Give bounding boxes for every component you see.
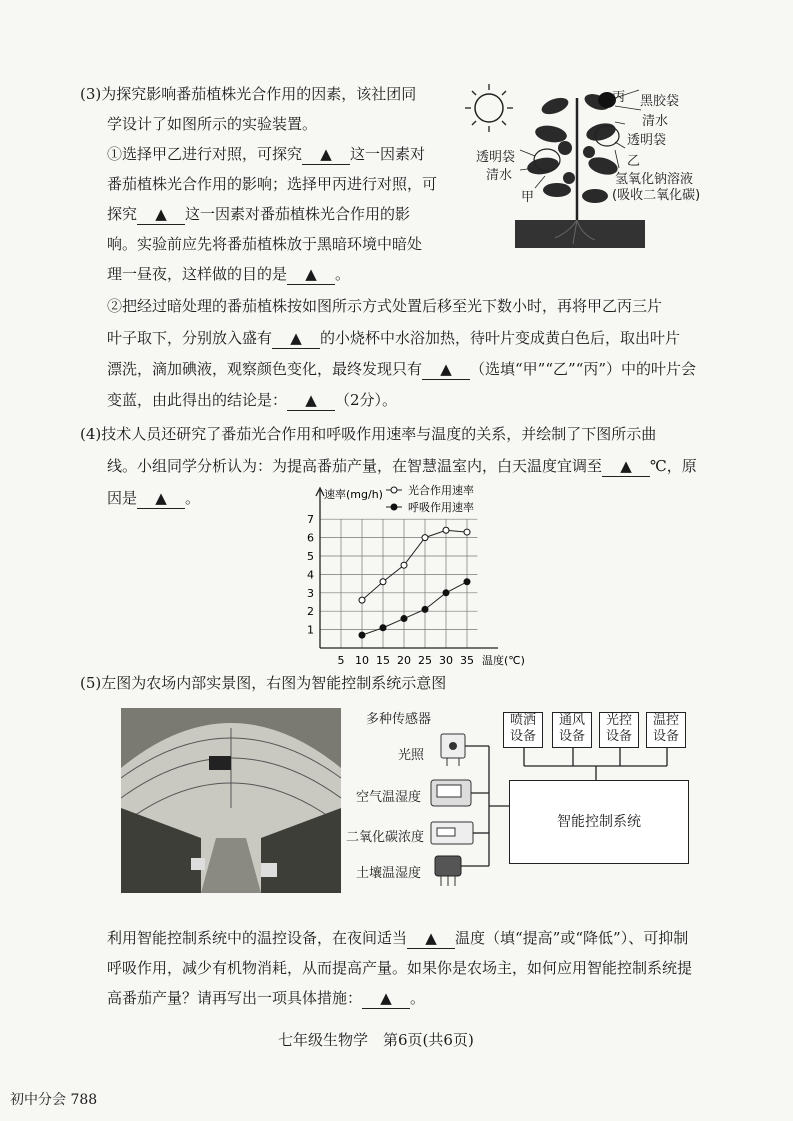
answer-blank-6[interactable]: ▲ [287, 390, 335, 411]
data-point-2 [422, 606, 428, 612]
q3-line1: (3)为探究影响番茄植株光合作用的因素，该社团同 [80, 85, 417, 103]
x-tick-label: 10 [355, 654, 369, 667]
legend-marker-1 [391, 487, 397, 493]
data-point-2 [380, 625, 386, 631]
data-point-1 [443, 527, 449, 533]
q4-line2: 线。小组同学分析认为：为提高番茄产量，在智慧温室内，白天温度宜调至 ▲ ℃，原 [107, 457, 697, 475]
sun-icon [465, 84, 513, 132]
label-jia: 甲 [521, 190, 535, 205]
q3-line8: ②把经过暗处理的番茄植株按如图所示方式处置后移至光下数小时，再将甲乙丙三片 [107, 297, 663, 315]
answer-blank-10[interactable]: ▲ [362, 988, 410, 1009]
q4-line3: 因是 ▲ 。 [107, 489, 201, 507]
y-axis-label: 速率(mg/h) [324, 488, 383, 501]
data-point-1 [464, 529, 470, 535]
x-tick-label: 25 [418, 654, 432, 667]
q4-line1: (4)技术人员还研究了番茄光合作用和呼吸作用速率与温度的关系，并绘制了下图所示曲 [80, 425, 657, 443]
air-sensor-icon [431, 780, 471, 806]
answer-blank-7[interactable]: ▲ [602, 456, 650, 477]
soil [515, 220, 645, 248]
answer-blank-3[interactable]: ▲ [287, 264, 335, 285]
answer-blank-2[interactable]: ▲ [137, 204, 185, 225]
q3-line9: 叶子取下，分别放入盛有 ▲ 的小烧杯中水浴加热，待叶片变成黄白色后，取出叶片 [107, 329, 681, 347]
sensor-co2: 二氧化碳浓度 [346, 830, 425, 845]
label-naoh: 氢氧化钠溶液 [615, 172, 694, 187]
label-bing: 丙 [612, 90, 626, 105]
label-transparent-bag: 透明袋 [627, 133, 667, 148]
y-tick-label: 6 [307, 531, 314, 545]
soil-sensor-icon [435, 856, 461, 886]
q5-para-line3: 高番茄产量？请再写出一项具体措施： ▲ 。 [107, 989, 426, 1007]
q3-line10: 漂洗，滴加碘液，观察颜色变化，最终发现只有 ▲ （选填“甲”“乙”“丙”）中的叶片会 [107, 360, 697, 378]
q3-line4: 番茄植株光合作用的影响；选择甲丙进行对照，可 [107, 175, 438, 193]
smart-control-system: 智能控制系统 [509, 780, 689, 864]
data-point-1 [380, 579, 386, 585]
y-tick-label: 1 [307, 623, 314, 637]
data-point-2 [359, 632, 365, 638]
greenhouse-photo [121, 708, 341, 893]
device-sprinkler: 喷洒设备 [503, 712, 543, 748]
device-light-control: 光控设备 [599, 712, 639, 748]
data-point-2 [401, 616, 407, 622]
data-point-2 [464, 579, 470, 585]
series-line-2 [362, 582, 467, 635]
data-point-2 [443, 590, 449, 596]
x-tick-label: 35 [460, 654, 474, 667]
y-tick-label: 5 [307, 550, 314, 563]
data-point-1 [401, 562, 407, 568]
x-tick-label: 15 [376, 654, 390, 667]
x-tick-label: 5 [337, 654, 345, 667]
label-yi: 乙 [627, 154, 641, 169]
tomato-plant [526, 91, 620, 220]
label-water-1: 清水 [642, 114, 669, 129]
sensor-soil-temp-humidity: 土壤温湿度 [356, 866, 422, 881]
legend-marker-2 [391, 504, 397, 510]
q3-line6: 响。实验前应先将番茄植株放于黑暗环境中暗处 [107, 235, 423, 253]
sensor-light: 光照 [398, 748, 425, 763]
y-tick-label: 4 [307, 568, 314, 582]
q3-line5: 探究 ▲ 这一因素对番茄植株光合作用的影 [107, 205, 411, 223]
answer-blank-1[interactable]: ▲ [302, 144, 350, 165]
legend-label-1: 光合作用速率 [408, 484, 474, 497]
q5-para-line1: 利用智能控制系统中的温控设备，在夜间适当 ▲ 温度（填“提高”或“降低”）、可抑制 [107, 929, 689, 947]
legend-label-2: 呼吸作用速率 [408, 501, 474, 514]
light-sensor-icon [441, 734, 465, 766]
label-water-2: 清水 [486, 168, 513, 183]
y-tick-label: 3 [307, 586, 314, 600]
x-tick-label: 30 [439, 654, 453, 667]
data-point-1 [422, 535, 428, 541]
x-tick-label: 20 [397, 654, 411, 667]
answer-blank-5[interactable]: ▲ [422, 359, 470, 380]
y-tick-label: 2 [307, 605, 314, 619]
page-footer: 七年级生物学 第6页(共6页) [278, 1031, 474, 1049]
y-tick-label: 7 [307, 513, 314, 527]
q3-line3: ①选择甲乙进行对照，可探究 ▲ 这一因素对 [107, 145, 426, 163]
label-transparent-bag-2: 透明袋 [476, 150, 516, 165]
label-black-bag: 黑胶袋 [640, 94, 680, 109]
device-connectors [500, 748, 700, 780]
sensors-title: 多种传感器 [366, 712, 432, 727]
label-naoh-note: (吸收二氧化碳) [612, 188, 701, 203]
answer-blank-9[interactable]: ▲ [407, 928, 455, 949]
device-ventilation: 通风设备 [552, 712, 592, 748]
q3-line7: 理一昼夜，这样做的目的是 ▲ 。 [107, 265, 351, 283]
co2-sensor-icon [431, 822, 473, 844]
q5-para-line2: 呼吸作用，减少有机物消耗，从而提高产量。如果你是农场主，如何应用智能控制系统提 [107, 959, 693, 977]
q3-line11: 变蓝，由此得出的结论是： ▲ （2分）。 [107, 391, 398, 409]
corner-watermark: 初中分会 788 [10, 1092, 98, 1108]
answer-blank-8[interactable]: ▲ [137, 488, 185, 509]
device-temp-control: 温控设备 [646, 712, 686, 748]
data-point-1 [359, 597, 365, 603]
x-axis-label: 温度(℃) [482, 654, 525, 667]
q5-line1: (5)左图为农场内部实景图，右图为智能控制系统示意图 [80, 674, 447, 692]
sensor-air-temp-humidity: 空气温湿度 [356, 790, 422, 805]
q3-line2: 学设计了如图所示的实验装置。 [107, 115, 318, 133]
answer-blank-4[interactable]: ▲ [272, 328, 320, 349]
rate-temperature-chart [290, 480, 530, 670]
